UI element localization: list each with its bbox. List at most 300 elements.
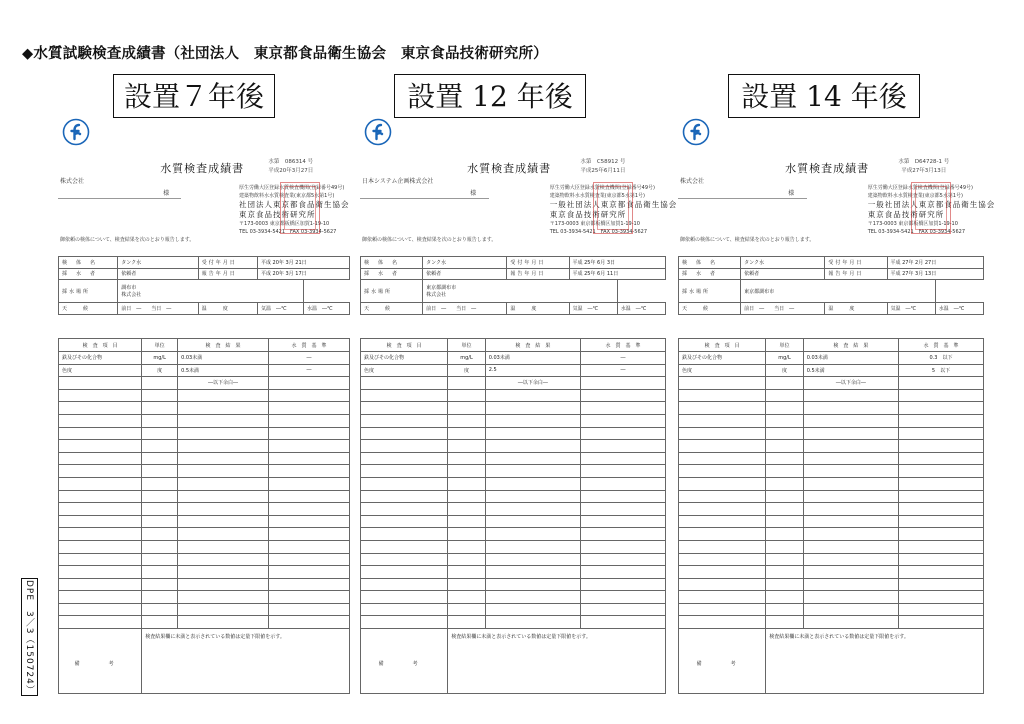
result-cell	[178, 578, 269, 591]
result-cell	[766, 490, 803, 503]
result-cell	[142, 452, 178, 465]
result-cell	[142, 616, 178, 629]
result-cell: 0.5未満	[803, 364, 898, 377]
result-cell: 鉄及びその化合物	[361, 352, 448, 365]
info-cell: 検 体 名	[361, 257, 423, 269]
result-cell	[268, 440, 349, 453]
table-row	[361, 591, 666, 604]
result-cell	[361, 465, 448, 478]
info-cell: 温 度	[507, 303, 569, 315]
result-cell: 0.3 以下	[899, 352, 984, 365]
issuer-registration-1: 厚生労働大臣登録水質検査機関(登録番号49号)	[239, 185, 345, 191]
table-row	[59, 477, 350, 490]
info-cell: 報告年月日	[198, 268, 257, 280]
table-row	[361, 503, 666, 516]
document-number	[268, 158, 313, 176]
issuer-address: 〒173-0003 東京都板橋区加賀1-19-10	[239, 221, 330, 227]
result-cell	[899, 465, 984, 478]
addressee-honorific: 様	[788, 190, 795, 197]
remarks-label: 備 考	[59, 629, 142, 694]
results-header-cell: 検 査 結 果	[485, 339, 580, 352]
info-cell: 天 候	[361, 303, 423, 315]
result-cell	[59, 503, 142, 516]
result-cell	[178, 477, 269, 490]
table-row	[361, 414, 666, 427]
issuer-organization: 一般社団法人東京都食品衛生協会	[867, 200, 996, 209]
result-cell	[142, 515, 178, 528]
result-cell	[142, 553, 178, 566]
result-cell	[899, 377, 984, 390]
result-cell	[448, 377, 485, 390]
table-row	[59, 515, 350, 528]
result-cell	[142, 465, 178, 478]
info-cell: 依頼者	[741, 268, 825, 280]
remarks-row	[679, 629, 984, 694]
result-cell	[485, 427, 580, 440]
info-cell: 受付年月日	[507, 257, 569, 269]
result-cell	[178, 503, 269, 516]
result-cell	[766, 566, 803, 579]
table-row	[59, 440, 350, 453]
result-cell	[59, 377, 142, 390]
table-row	[361, 616, 666, 629]
results-header-cell: 水 質 基 準	[899, 339, 984, 352]
issuer-registration-2: 建築物飲料水水質検査業(東京都5水第1号)	[549, 193, 645, 199]
result-cell: 度	[766, 364, 803, 377]
table-row	[361, 389, 666, 402]
info-value: 前日 ―	[426, 305, 447, 312]
table-row	[361, 402, 666, 415]
issuer-address: 〒173-0003 東京都板橋区加賀1-19-10	[867, 221, 958, 227]
table-row	[59, 414, 350, 427]
result-cell	[59, 616, 142, 629]
result-cell	[142, 503, 178, 516]
table-row	[679, 402, 984, 415]
info-cell	[741, 303, 825, 315]
result-cell	[268, 377, 349, 390]
end-of-results-marker: ―以下余白―	[803, 377, 898, 390]
result-cell	[581, 477, 666, 490]
table-row	[679, 591, 984, 604]
info-cell: 検 体 名	[59, 257, 118, 269]
result-cell	[178, 465, 269, 478]
results-header-cell: 水 質 基 準	[268, 339, 349, 352]
result-cell	[581, 603, 666, 616]
result-cell	[679, 566, 766, 579]
result-cell	[899, 528, 984, 541]
info-cell: 採水場所	[59, 280, 118, 303]
remarks-row	[59, 629, 350, 694]
table-row	[59, 503, 350, 516]
result-cell	[178, 427, 269, 440]
result-cell	[448, 402, 485, 415]
result-cell	[142, 578, 178, 591]
result-cell	[581, 402, 666, 415]
result-cell	[142, 540, 178, 553]
remarks-label: 備 考	[679, 629, 766, 694]
result-cell	[178, 528, 269, 541]
info-cell: 検 体 名	[679, 257, 741, 269]
result-cell	[361, 578, 448, 591]
result-cell	[59, 427, 142, 440]
result-cell	[766, 503, 803, 516]
result-cell	[766, 477, 803, 490]
info-cell: 受付年月日	[825, 257, 887, 269]
issuer-phone: TEL 03-3934-5421 FAX 03-3934-5627	[239, 229, 337, 235]
result-cell: ―	[581, 352, 666, 365]
result-cell	[581, 414, 666, 427]
issuer-registration-1: 厚生労働大臣登録水質検査機関(登録番号49号)	[867, 185, 973, 191]
info-value-2: 株式会社	[426, 292, 447, 298]
table-row	[59, 402, 350, 415]
result-cell: 5 以下	[899, 364, 984, 377]
table-row	[361, 427, 666, 440]
result-cell	[361, 477, 448, 490]
result-cell	[485, 591, 580, 604]
result-cell: 度	[448, 364, 485, 377]
official-seal-stamp	[593, 182, 633, 234]
result-cell	[581, 389, 666, 402]
result-cell	[766, 389, 803, 402]
table-row	[679, 566, 984, 579]
result-cell	[361, 528, 448, 541]
table-row	[361, 515, 666, 528]
table-row	[59, 578, 350, 591]
result-cell	[268, 578, 349, 591]
results-header-cell: 単位	[766, 339, 803, 352]
result-cell	[803, 578, 898, 591]
info-cell: 平成 25年 6月 11日	[569, 268, 665, 280]
result-cell	[142, 402, 178, 415]
result-cell	[485, 389, 580, 402]
result-cell	[142, 528, 178, 541]
result-cell	[679, 389, 766, 402]
result-cell	[142, 591, 178, 604]
result-cell	[803, 553, 898, 566]
info-cell	[741, 280, 936, 303]
addressee-name: 株式会社	[680, 178, 705, 185]
result-cell	[268, 528, 349, 541]
result-cell	[448, 603, 485, 616]
result-cell	[59, 528, 142, 541]
table-row	[679, 540, 984, 553]
table-row	[59, 566, 350, 579]
result-cell	[581, 540, 666, 553]
result-cell: 0.03未満	[485, 352, 580, 365]
result-cell	[679, 616, 766, 629]
report-title: 水質検査成績書	[467, 162, 552, 175]
result-cell	[142, 566, 178, 579]
results-header-cell: 検 査 結 果	[803, 339, 898, 352]
remarks-text: 検査結果欄に未満と表示されている数値は定量下限値を示す。	[448, 629, 666, 694]
results-header-cell: 水 質 基 準	[581, 339, 666, 352]
result-cell	[581, 377, 666, 390]
result-cell	[679, 553, 766, 566]
document-code: DPE 3／3（150724）	[21, 578, 38, 696]
result-cell: 2.5	[485, 364, 580, 377]
result-cell	[766, 540, 803, 553]
results-header-cell: 検 査 項 目	[679, 339, 766, 352]
table-row	[679, 578, 984, 591]
doc-label-12-years: 設置 12 年後	[394, 74, 586, 118]
info-cell: 水温 ―℃	[303, 303, 349, 315]
result-cell	[268, 566, 349, 579]
addressee-name: 株式会社	[60, 178, 85, 185]
document-number	[898, 158, 949, 176]
info-cell: タンク水	[423, 257, 507, 269]
result-cell	[361, 603, 448, 616]
table-row	[59, 465, 350, 478]
result-cell	[178, 616, 269, 629]
result-cell	[448, 566, 485, 579]
result-cell	[581, 503, 666, 516]
info-cell: 水温 ―℃	[935, 303, 983, 315]
result-cell	[178, 452, 269, 465]
result-cell	[899, 389, 984, 402]
doc-label-14-years: 設置 14 年後	[728, 74, 920, 118]
info-cell: 平成 20年 3月 17日	[257, 268, 349, 280]
result-cell	[766, 440, 803, 453]
info-cell: 平成 25年 6月 3日	[569, 257, 665, 269]
result-cell	[448, 540, 485, 553]
result-cell	[142, 377, 178, 390]
end-of-results-marker: ―以下余白―	[178, 377, 269, 390]
issuer-phone: TEL 03-3934-5421 FAX 03-3934-5627	[549, 229, 647, 235]
result-cell	[268, 490, 349, 503]
result-cell: 0.03未満	[803, 352, 898, 365]
result-cell	[899, 603, 984, 616]
report-intro-text: 御依頼の検体について、検査結果を次のとおり報告します。	[680, 237, 815, 243]
result-cell	[178, 414, 269, 427]
table-row	[679, 603, 984, 616]
info-cell: タンク水	[118, 257, 198, 269]
table-row	[59, 591, 350, 604]
result-cell	[766, 591, 803, 604]
table-row	[679, 503, 984, 516]
result-cell	[485, 540, 580, 553]
issuer-phone: TEL 03-3934-5421 FAX 03-3934-5627	[867, 229, 965, 235]
table-row	[361, 553, 666, 566]
table-row	[361, 352, 666, 365]
result-cell	[59, 540, 142, 553]
info-cell	[423, 303, 507, 315]
result-cell: 0.5未満	[178, 364, 269, 377]
result-cell	[142, 477, 178, 490]
table-row	[59, 377, 350, 390]
table-row	[679, 364, 984, 377]
issuer-laboratory: 東京食品技術研究所	[549, 210, 627, 219]
result-cell	[766, 452, 803, 465]
table-row	[361, 364, 666, 377]
result-cell	[679, 503, 766, 516]
table-row	[59, 540, 350, 553]
result-cell: mg/L	[766, 352, 803, 365]
result-cell: ―	[268, 364, 349, 377]
result-cell	[766, 603, 803, 616]
result-cell	[178, 490, 269, 503]
result-cell	[59, 452, 142, 465]
result-cell	[766, 553, 803, 566]
result-cell	[178, 553, 269, 566]
addressee-underline	[360, 198, 489, 199]
table-row	[679, 427, 984, 440]
result-cell	[485, 452, 580, 465]
info-cell: 平成 27年 2月 27日	[887, 257, 983, 269]
result-cell	[803, 427, 898, 440]
table-row	[361, 540, 666, 553]
table-row	[679, 477, 984, 490]
info-cell	[118, 280, 304, 303]
result-cell	[581, 427, 666, 440]
info-row	[679, 280, 984, 303]
result-cell	[268, 540, 349, 553]
result-cell	[268, 515, 349, 528]
results-header-row	[361, 339, 666, 352]
info-cell: 採 水 者	[679, 268, 741, 280]
issuer-address: 〒173-0003 東京都板橋区加賀1-19-10	[549, 221, 640, 227]
result-cell	[803, 402, 898, 415]
remarks-row	[361, 629, 666, 694]
results-table	[678, 338, 984, 694]
table-row	[361, 490, 666, 503]
info-row	[59, 303, 350, 315]
doc-issue-date: 平成20年3月27日	[268, 168, 314, 174]
result-cell	[268, 389, 349, 402]
result-cell	[268, 427, 349, 440]
result-cell	[59, 414, 142, 427]
info-value: 調布市	[121, 285, 137, 291]
info-row	[361, 268, 666, 280]
result-cell	[178, 540, 269, 553]
result-cell	[448, 616, 485, 629]
table-row	[679, 616, 984, 629]
result-cell	[142, 389, 178, 402]
table-row	[679, 515, 984, 528]
result-cell	[679, 490, 766, 503]
result-cell	[268, 465, 349, 478]
result-cell	[485, 553, 580, 566]
info-value: 東京都調布市	[744, 288, 775, 295]
result-cell	[679, 578, 766, 591]
result-cell	[361, 566, 448, 579]
info-row	[59, 280, 350, 303]
result-cell	[448, 528, 485, 541]
result-cell	[581, 528, 666, 541]
table-row	[679, 389, 984, 402]
result-cell: 色度	[679, 364, 766, 377]
result-cell	[899, 591, 984, 604]
result-cell	[766, 578, 803, 591]
result-cell	[59, 578, 142, 591]
info-row	[679, 257, 984, 269]
results-header-cell: 検 査 結 果	[178, 339, 269, 352]
doc-issue-date: 平成25年6月11日	[580, 168, 626, 174]
info-cell: 採水場所	[679, 280, 741, 303]
result-cell	[899, 402, 984, 415]
result-cell	[361, 440, 448, 453]
result-cell	[59, 490, 142, 503]
info-row	[59, 268, 350, 280]
result-cell	[268, 414, 349, 427]
result-cell	[268, 402, 349, 415]
end-of-results-marker: ―以下余白―	[485, 377, 580, 390]
result-cell	[679, 528, 766, 541]
result-cell: 色度	[361, 364, 448, 377]
test-report-sheet	[58, 118, 350, 704]
result-cell	[268, 591, 349, 604]
result-cell	[581, 616, 666, 629]
result-cell	[803, 440, 898, 453]
result-cell	[361, 591, 448, 604]
issuer-registration-2: 建築物飲料水水質検査業(東京都5水第1号)	[239, 193, 335, 199]
info-row	[679, 268, 984, 280]
result-cell	[178, 402, 269, 415]
result-cell	[803, 566, 898, 579]
result-cell	[485, 414, 580, 427]
doc-label-7-years: 設置７年後	[113, 74, 275, 118]
association-logo-icon	[62, 118, 90, 146]
table-row	[679, 490, 984, 503]
result-cell	[361, 540, 448, 553]
result-cell	[766, 616, 803, 629]
report-intro-text: 御依頼の検体について、検査結果を次のとおり報告します。	[60, 237, 195, 243]
association-logo-icon	[682, 118, 710, 146]
issuer-registration-2: 建築物飲料水水質検査業(東京都5水第1号)	[867, 193, 963, 199]
result-cell	[485, 578, 580, 591]
result-cell	[178, 591, 269, 604]
table-row	[361, 578, 666, 591]
result-cell	[581, 566, 666, 579]
info-cell: タンク水	[741, 257, 825, 269]
report-title: 水質検査成績書	[160, 162, 245, 175]
result-cell	[803, 389, 898, 402]
results-header-cell: 単位	[448, 339, 485, 352]
results-table	[360, 338, 666, 694]
report-title: 水質検査成績書	[785, 162, 870, 175]
result-cell	[361, 414, 448, 427]
addressee-underline	[58, 198, 181, 199]
result-cell	[448, 503, 485, 516]
result-cell	[803, 603, 898, 616]
table-row	[361, 440, 666, 453]
table-row	[679, 414, 984, 427]
result-cell	[485, 528, 580, 541]
result-cell	[448, 553, 485, 566]
addressee-honorific: 様	[163, 190, 170, 197]
result-cell	[268, 503, 349, 516]
remarks-text: 検査結果欄に未満と表示されている数値は定量下限値を示す。	[766, 629, 984, 694]
report-intro-text: 御依頼の検体について、検査結果を次のとおり報告します。	[362, 237, 497, 243]
info-cell: 水温 ―℃	[617, 303, 665, 315]
result-cell	[899, 452, 984, 465]
results-header-row	[59, 339, 350, 352]
info-value: 前日 ―	[121, 305, 142, 312]
table-row	[361, 603, 666, 616]
result-cell	[803, 452, 898, 465]
result-cell	[59, 515, 142, 528]
results-header-cell: 検 査 項 目	[361, 339, 448, 352]
info-cell: 天 候	[59, 303, 118, 315]
result-cell	[803, 465, 898, 478]
result-cell	[679, 477, 766, 490]
info-value-2: 当日 ―	[151, 305, 172, 312]
table-row	[679, 440, 984, 453]
table-row	[59, 616, 350, 629]
result-cell	[448, 591, 485, 604]
result-cell: 鉄及びその化合物	[59, 352, 142, 365]
result-cell	[361, 515, 448, 528]
result-cell	[59, 402, 142, 415]
